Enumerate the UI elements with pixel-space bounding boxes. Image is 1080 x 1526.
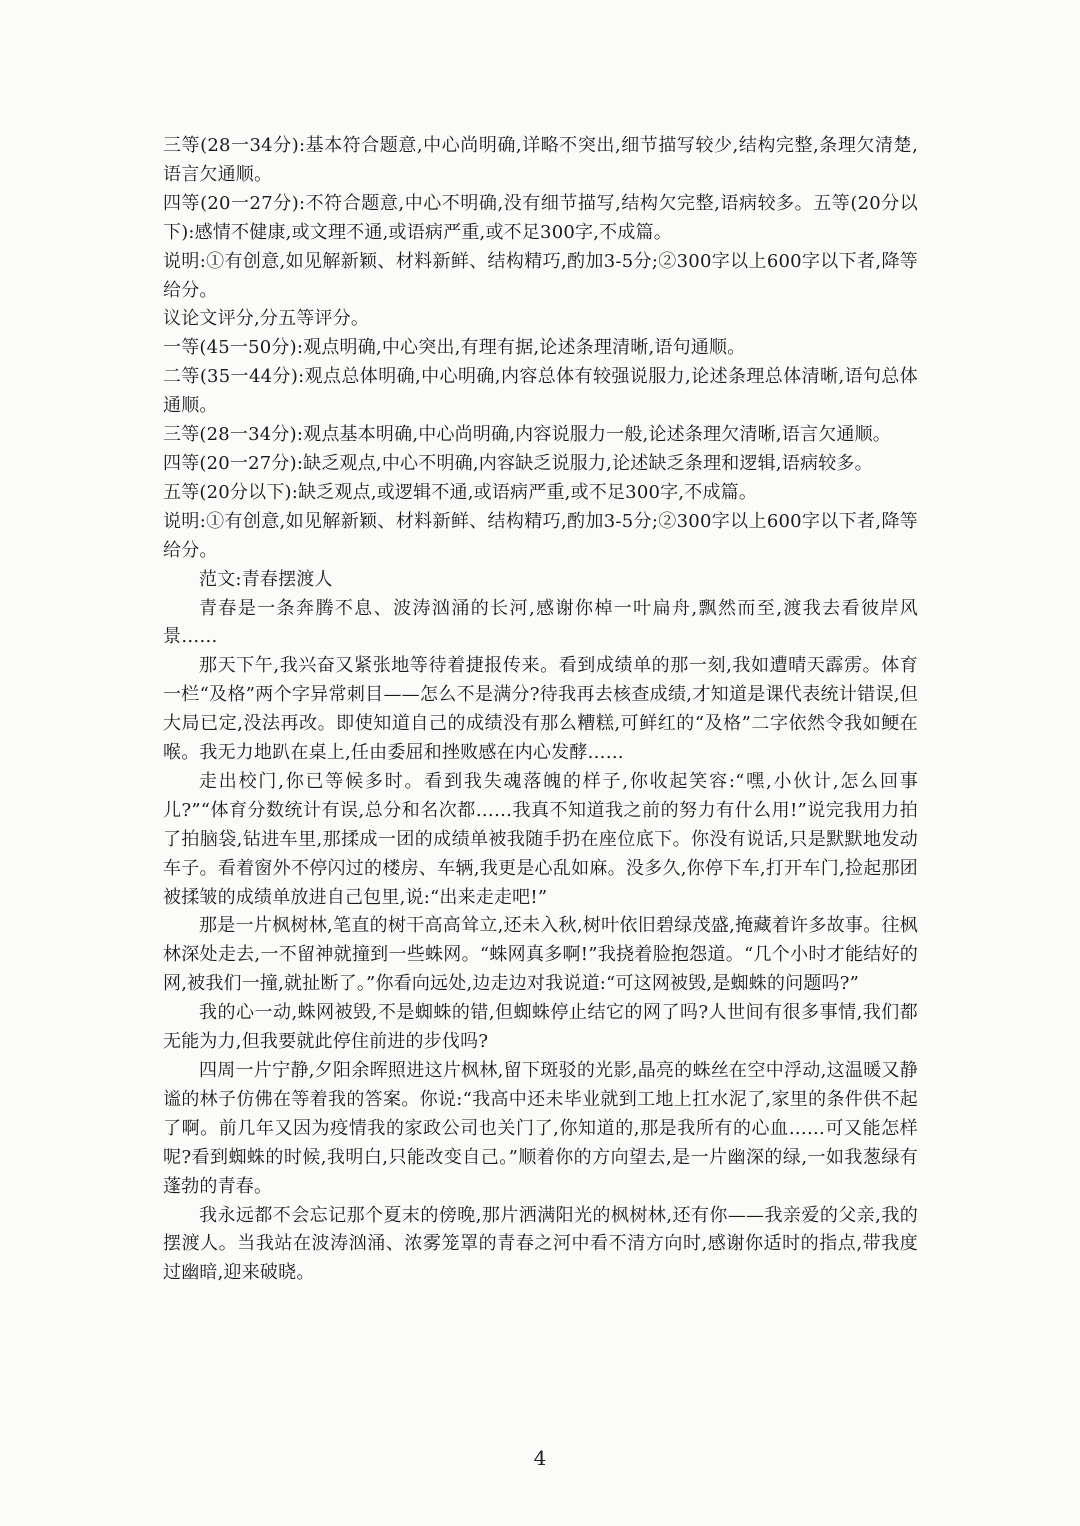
essay-title: 范文:青春摆渡人 (199, 568, 333, 590)
grading-argumentative-level-2: 二等(35一44分):观点总体明确,中心明确,内容总体有较强说服力,论述条理总体清晰,语句总体通顺。 (163, 366, 918, 417)
grading-narrative-note: 说明:①有创意,如见解新颖、材料新鲜、结构精巧,酌加3-5分;②300字以上600字以下者,降等给分。 (163, 250, 918, 301)
essay-paragraph: 青春是一条奔腾不息、波涛汹涌的长河,感谢你棹一叶扁舟,飘然而至,渡我去看彼岸风景…… (163, 597, 918, 648)
grading-narrative-level-3: 三等(28一34分):基本符合题意,中心尚明确,详略不突出,细节描写较少,结构完整,条理欠清楚,语言欠通顺。 (163, 135, 918, 185)
grading-argumentative-level-5: 五等(20分以下):缺乏观点,或逻辑不通,或语病严重,或不足300字,不成篇。 (163, 481, 758, 503)
grading-argumentative-level-1: 一等(45一50分):观点明确,中心突出,有理有据,论述条理清晰,语句通顺。 (163, 337, 746, 359)
grading-argumentative-level-4: 四等(20一27分):缺乏观点,中心不明确,内容缺乏说服力,论述缺乏条理和逻辑,语病较多。 (163, 452, 873, 474)
grading-argumentative-level-3: 三等(28一34分):观点基本明确,中心尚明确,内容说服力一般,论述条理欠清晰,语言欠通顺。 (163, 424, 892, 446)
grading-argumentative-heading: 议论文评分,分五等评分。 (163, 308, 370, 330)
essay-paragraph: 那天下午,我兴奋又紧张地等待着捷报传来。看到成绩单的那一刻,我如遭晴天霹雳。体育一栏“及格”两个字异常刺目——怎么不是满分?待我再去核查成绩,才知道是课代表统计错误,但大局已定,没法再改。即使知道自己的成绩没有那么糟糕,可鲜红的“及格”二字依然令我如鲠在喉。我无力地趴在桌上,任由委屈和挫败感在内心发酵…… (163, 655, 918, 764)
essay-paragraph: 走出校门,你已等候多时。看到我失魂落魄的样子,你收起笑容:“嘿,小伙计,怎么回事儿?”“体育分数统计有误,总分和名次都……我真不知道我之前的努力有什么用!”说完我用力拍了拍脑袋,钻进车里,那揉成一团的成绩单被我随手扔在座位底下。你没有说话,只是默默地发动车子。看着窗外不停闪过的楼房、车辆,我更是心乱如麻。没多久,你停下车,打开车门,捡起那团被揉皱的成绩单放进自己包里,说:“出来走走吧!” (163, 770, 918, 908)
essay-paragraph: 那是一片枫树林,笔直的树干高高耸立,还未入秋,树叶依旧碧绿茂盛,掩藏着许多故事。往枫林深处走去,一不留神就撞到一些蛛网。“蛛网真多啊!”我挠着脸抱怨道。“几个小时才能结好的网,被我们一撞,就扯断了。”你看向远处,边走边对我说道:“可这网被毁,是蜘蛛的问题吗?” (163, 915, 918, 995)
essay-paragraph: 我永远都不会忘记那个夏末的傍晚,那片洒满阳光的枫树林,还有你——我亲爱的父亲,我的摆渡人。当我站在波涛汹涌、浓雾笼罩的青春之河中看不清方向时,感谢你适时的指点,带我度过幽暗,迎来破晓。 (163, 1204, 918, 1284)
grading-narrative-level-4-5: 四等(20一27分):不符合题意,中心不明确,没有细节描写,结构欠完整,语病较多。五等(20分以下):感情不健康,或文理不通,或语病严重,或不足300字,不成篇。 (163, 192, 918, 243)
grading-argumentative-note: 说明:①有创意,如见解新颖、材料新鲜、结构精巧,酌加3-5分;②300字以上600字以下者,降等给分。 (163, 510, 918, 561)
essay-paragraph: 四周一片宁静,夕阳余晖照进这片枫林,留下斑驳的光影,晶亮的蛛丝在空中浮动,这温暖又静谧的林子仿佛在等着我的答案。你说:“我高中还未毕业就到工地上扛水泥了,家里的条件供不起了啊。前几年又因为疫情我的家政公司也关门了,你知道的,那是我所有的心血……可又能怎样呢?看到蜘蛛的时候,我明白,只能改变自己。”顺着你的方向望去,是一片幽深的绿,一如我葱绿有蓬勃的青春。 (163, 1060, 918, 1197)
document-body (163, 132, 918, 1288)
essay-paragraph: 我的心一动,蛛网被毁,不是蜘蛛的错,但蜘蛛停止结它的网了吗?人世间有很多事情,我们都无能为力,但我要就此停住前进的步伐吗? (163, 1002, 918, 1053)
page-number: 4 (533, 1446, 547, 1470)
